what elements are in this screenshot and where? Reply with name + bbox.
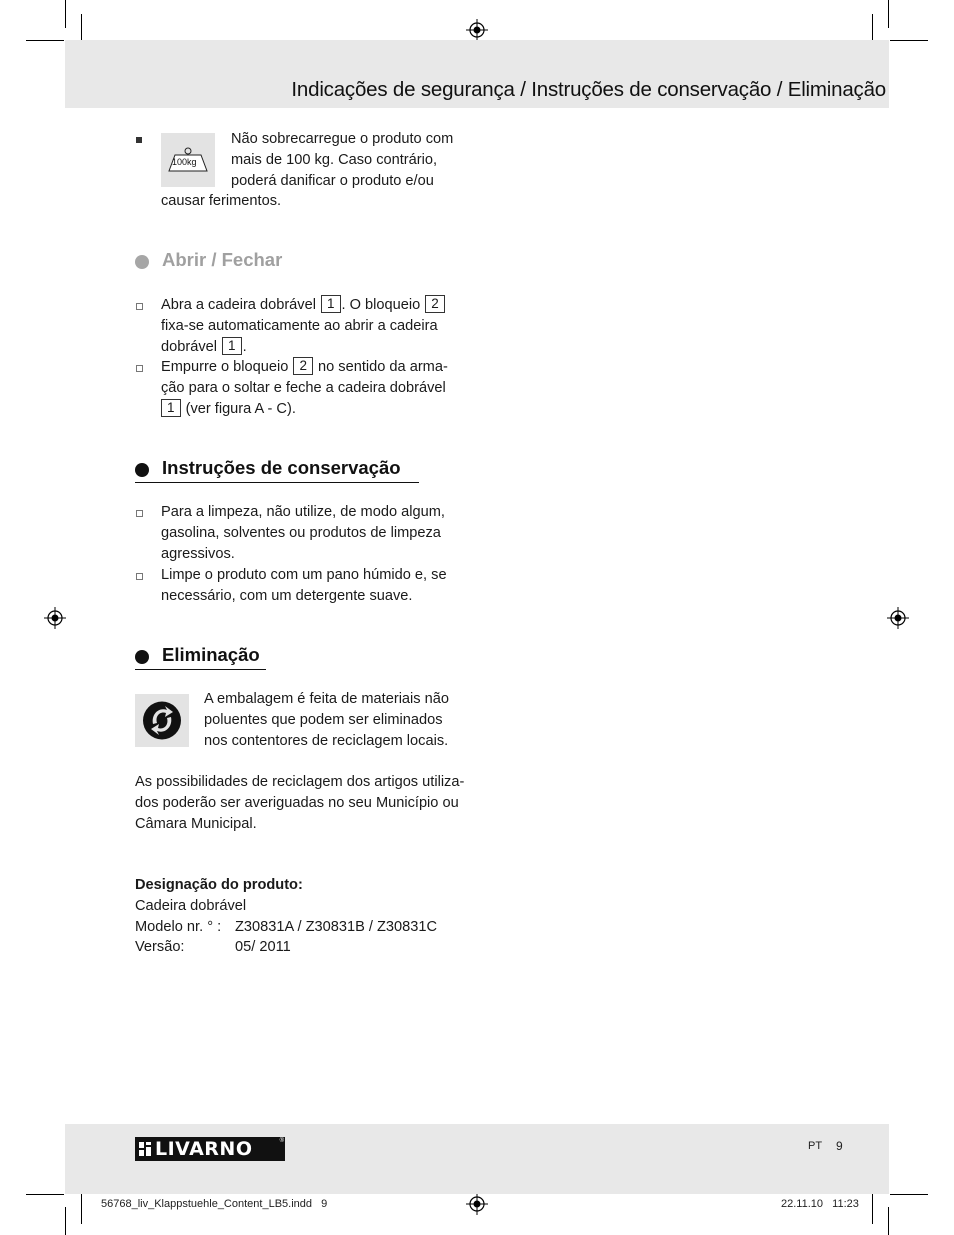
model-value: Z30831A / Z30831B / Z30831C: [235, 918, 438, 935]
crop-mark: [888, 1207, 889, 1235]
brand-logo-mark-icon: [139, 1142, 152, 1156]
list-item: [161, 565, 447, 607]
section-bullet-icon: [135, 463, 149, 477]
green-dot-icon: [135, 694, 189, 747]
paragraph-line: As possibilidades de reciclagem dos artigos utiliza-: [135, 774, 465, 790]
warning-line: Não sobrecarregue o produto com: [231, 131, 454, 147]
crop-mark: [81, 1194, 82, 1224]
crop-mark: [890, 40, 928, 41]
list-item-line: [161, 399, 471, 420]
list-item-line: fixa-se automaticamente ao abrir a cadeira: [161, 317, 438, 334]
brand-logo-text: LIVARNO: [155, 1138, 253, 1160]
list-bullet-icon: [136, 573, 143, 580]
text-span: . O bloqueio: [341, 297, 421, 313]
paragraph-line: Câmara Municipal.: [135, 815, 257, 832]
warning-line: causar ferimentos.: [161, 193, 282, 209]
part-number-box: 1: [321, 295, 341, 313]
model-label: Modelo nr. ° :: [135, 918, 222, 935]
crop-mark: [26, 40, 64, 41]
part-number-box: 1: [161, 399, 181, 417]
designation-label: Designação do produto:: [135, 877, 303, 893]
registration-mark-icon: [466, 1193, 488, 1215]
recycle-symbol-icon: [135, 694, 189, 747]
section-bullet-icon: [135, 255, 149, 269]
warning-line: mais de 100 kg. Caso contrário,: [231, 151, 438, 168]
warning-text: [231, 129, 453, 191]
list-item-line: Limpe o produto com um pano húmido e, se: [161, 567, 447, 583]
model-row: [135, 917, 437, 938]
paragraph-line: dos poderão ser averiguadas no seu Município ou: [135, 794, 459, 811]
list-item-line: [161, 357, 471, 378]
section-heading-open-close: Abrir / Fechar: [162, 249, 283, 270]
date-slug: 22.11.10 11:23: [781, 1198, 859, 1210]
text-span: .: [242, 338, 247, 355]
list-bullet-icon: [136, 303, 143, 310]
registration-mark-icon: [44, 607, 66, 629]
list-bullet-icon: [136, 510, 143, 517]
part-number-box: 2: [425, 295, 445, 313]
recycle-line: A embalagem é feita de materiais não: [204, 691, 449, 707]
registered-mark: ®: [279, 1138, 284, 1144]
brand-logo: [135, 1137, 285, 1161]
page-number: 9: [836, 1139, 843, 1153]
list-bullet-icon: [136, 365, 143, 372]
section-heading-disposal: Eliminação: [162, 644, 260, 665]
recycle-line: poluentes que podem ser eliminados: [204, 711, 443, 728]
weight-limit-icon: [161, 133, 215, 187]
list-item-line: [161, 295, 471, 316]
part-number-box: 2: [293, 357, 313, 375]
list-item-line: Para a limpeza, não utilize, de modo algum,: [161, 504, 445, 520]
file-slug: 56768_liv_Klappstuehle_Content_LB5.indd 9: [101, 1198, 328, 1210]
version-label: Versão:: [135, 939, 185, 956]
section-bullet-icon: [135, 650, 149, 664]
product-name: Cadeira dobrável: [135, 897, 247, 914]
language-code: PT: [808, 1140, 823, 1152]
crop-mark: [872, 1194, 873, 1224]
text-span: Abra a cadeira dobrável: [161, 297, 316, 313]
text-span: (ver figura A - C).: [185, 400, 296, 417]
registration-mark-icon: [887, 607, 909, 629]
crop-mark: [26, 1194, 64, 1195]
crop-mark: [888, 0, 889, 28]
text-span: Empurre o bloqueio: [161, 359, 289, 375]
heading-underline: [135, 482, 419, 483]
list-item: [161, 357, 471, 419]
square-bullet-icon: [136, 137, 142, 143]
disposal-paragraph: [135, 772, 464, 834]
product-designation: [135, 875, 437, 958]
crop-mark: [65, 1207, 66, 1235]
list-item: [161, 295, 471, 357]
registration-mark-icon: [466, 19, 488, 41]
heading-underline: [135, 669, 266, 670]
list-item-line: gasolina, solventes ou produtos de limpeza: [161, 524, 441, 541]
weight-icon-label: 100kg: [172, 157, 197, 167]
version-row: [135, 937, 437, 958]
list-item-line: [161, 337, 471, 358]
crop-mark: [65, 0, 66, 28]
crop-mark: [890, 1194, 928, 1195]
recycle-text: [204, 689, 449, 751]
recycle-line: nos contentores de reciclagem locais.: [204, 732, 449, 749]
section-heading-care: Instruções de conservação: [162, 457, 401, 478]
text-span: no sentido da arma-: [318, 359, 448, 375]
warning-line: poderá danificar o produto e/ou: [231, 172, 434, 189]
version-value: 05/ 2011: [235, 939, 291, 956]
part-number-box: 1: [222, 337, 242, 355]
list-item-line: necessário, com um detergente suave.: [161, 587, 413, 604]
list-item-line: ção para o soltar e feche a cadeira dobrável: [161, 379, 446, 396]
text-span: dobrável: [161, 338, 217, 355]
list-item: [161, 502, 445, 564]
page-title: Indicações de segurança / Instruções de conservação / Eliminação: [291, 78, 886, 101]
list-item-line: agressivos.: [161, 545, 235, 562]
